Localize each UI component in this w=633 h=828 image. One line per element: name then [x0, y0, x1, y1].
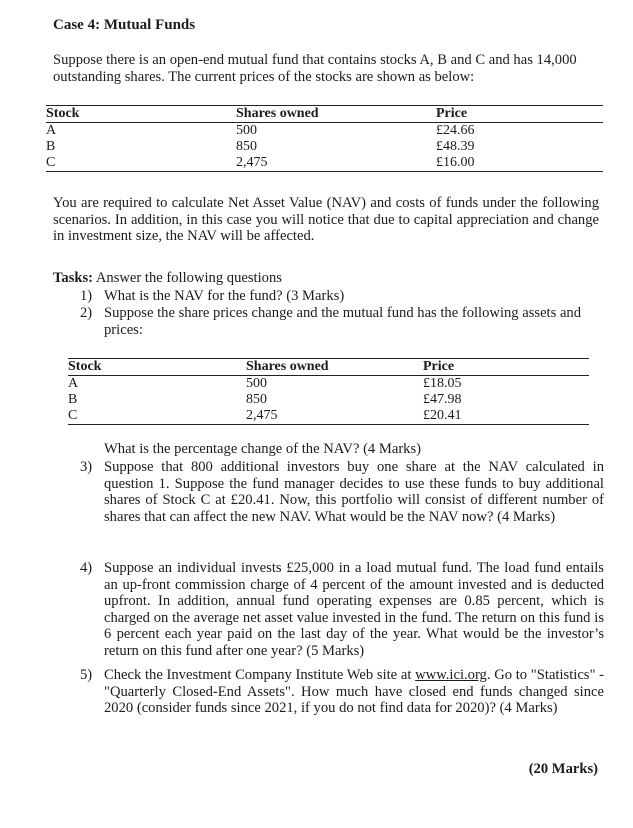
- cell-shares: 2,475: [246, 408, 278, 423]
- intro-paragraph: [53, 52, 599, 85]
- tasks-label: Tasks:: [53, 270, 94, 286]
- cell-shares: 500: [236, 123, 257, 138]
- question-text: Suppose an individual invests £25,000 in a load mutual fund. The load fund entails an up-front commission charge of 4 percent of the amount invested and is deducted upfront. In addition, annual fund operating expenses are 0.85 percent, which is charged on the average net asset value invested in the fund. The return on this fund is 6 percent each year paid on the last day of the year. What would be the investor’s return on this fund after one year? (5 Marks): [104, 560, 604, 659]
- question-number: 1): [80, 288, 93, 304]
- cell-price: £48.39: [436, 139, 475, 154]
- case-title: Case 4: Mutual Funds: [53, 17, 196, 33]
- cell-shares: 850: [246, 392, 267, 407]
- table-row: [68, 392, 589, 408]
- stock-table-current: [46, 105, 603, 172]
- cell-price: £16.00: [436, 155, 475, 170]
- cell-stock: A: [46, 123, 57, 138]
- question-5-text-a: Check the Investment Company Institute Web site at: [104, 667, 416, 683]
- scenario-paragraph: You are required to calculate Net Asset Value (NAV) and costs of funds under the following scenarios. In addition, in this case you will notice that due to capital appreciation and change in investment size, the NAV will be affected.: [53, 195, 599, 244]
- table-row: [46, 139, 603, 155]
- question-number: 3): [80, 459, 93, 475]
- cell-stock: C: [46, 155, 56, 170]
- question-text: Suppose that 800 additional investors buy one share at the NAV calculated in question 1. Suppose the fund manager decides to use these funds to buy additional shares of Stock C at £20.41. Now, this portfolio will consist of different number of shares that can affect the new NAV. What would be the NAV now? (4 Marks): [104, 459, 604, 525]
- cell-stock: C: [68, 408, 78, 423]
- cell-shares: 500: [246, 376, 267, 391]
- intro-line-1: Suppose there is an open-end mutual fund that contains stocks A, B and C and has 14,000: [53, 52, 577, 68]
- question-number: 4): [80, 560, 93, 576]
- table-header-row: [68, 359, 589, 376]
- header-stock: Stock: [68, 359, 102, 374]
- cell-shares: 2,475: [236, 155, 268, 170]
- cell-stock: B: [46, 139, 56, 154]
- total-marks: (20 Marks): [528, 761, 598, 777]
- header-stock: Stock: [46, 106, 80, 121]
- table-row: [46, 123, 603, 140]
- intro-line-2: outstanding shares. The current prices of the stocks are shown as below:: [53, 68, 475, 85]
- question-text: Suppose the share prices change and the mutual fund has the following assets and prices:: [104, 305, 582, 338]
- stock-table-changed: [68, 358, 589, 425]
- table-row: [68, 408, 589, 425]
- question-text: [104, 667, 604, 717]
- tasks-intro: Answer the following questions: [93, 270, 282, 286]
- header-shares: Shares owned: [236, 106, 319, 121]
- cell-price: £47.98: [423, 392, 462, 407]
- cell-stock: B: [68, 392, 78, 407]
- cell-shares: 850: [236, 139, 257, 154]
- question-2-continuation: What is the percentage change of the NAV? (4 Marks): [104, 441, 422, 457]
- header-price: Price: [423, 359, 455, 374]
- cell-price: £18.05: [423, 376, 462, 391]
- question-number: 2): [80, 305, 93, 321]
- table-header-row: [46, 106, 603, 123]
- table-row: [68, 376, 589, 393]
- table-row: [46, 155, 603, 172]
- question-text: What is the NAV for the fund? (3 Marks): [104, 288, 345, 304]
- cell-price: £20.41: [423, 408, 462, 423]
- cell-stock: A: [68, 376, 79, 391]
- question-number: 5): [80, 667, 93, 683]
- cell-price: £24.66: [436, 123, 475, 138]
- header-price: Price: [436, 106, 468, 121]
- ici-website-link[interactable]: www.ici.org: [415, 667, 487, 683]
- tasks-heading: [53, 270, 282, 287]
- question-5-text-b: . Go to "Statistics" - "Quarterly Closed-End Assets". How much have closed end funds changed since 2020 (consider funds since 2021, if you do not find data for 2020)? (4 Marks): [104, 667, 604, 717]
- header-shares: Shares owned: [246, 359, 329, 374]
